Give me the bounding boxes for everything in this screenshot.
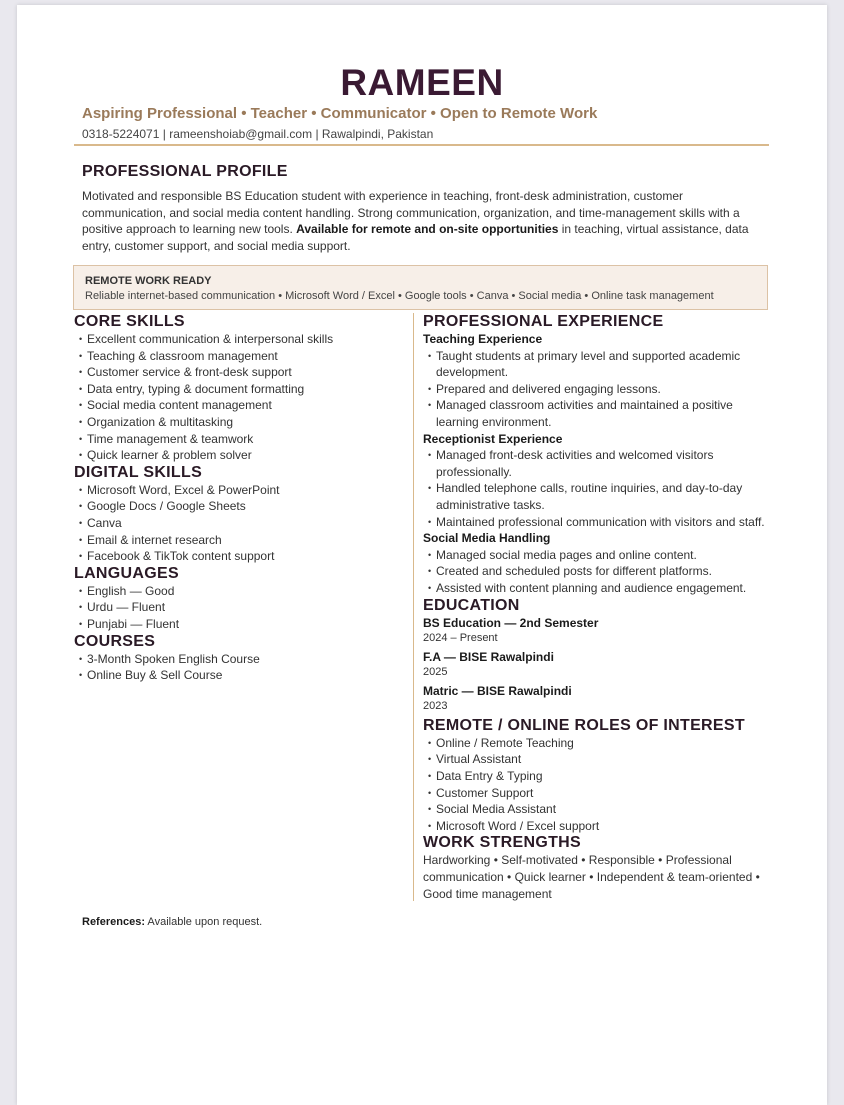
list-item: • Prepared and delivered engaging lessons. [423,381,773,398]
list-item: • Punjabi — Fluent [74,616,404,633]
remote-work-text: Reliable internet-based communication • Microsoft Word / Excel • Google tools • Canva • Social media • Online task management [85,290,714,302]
social-media-experience-list [423,547,773,597]
strengths-text: Hardworking • Self-motivated • Responsible • Professional communication • Quick learner • Independent & team-oriented • Good time management [423,853,760,901]
list-item: • Customer service & front-desk support [74,364,404,381]
list-item: • Created and scheduled posts for different platforms. [423,563,773,580]
list-item: • Canva [74,515,404,532]
profile-text-outro: in teaching, virtual assistance, data entry, customer support, and social media support. [82,222,749,253]
list-item: • Virtual Assistant [423,751,773,768]
list-item: • Google Docs / Google Sheets [74,498,404,515]
profile-text-highlight: Available for remote and on-site opportunities [296,222,559,236]
strengths-heading: WORK STRENGTHS [423,834,581,852]
tagline: Aspiring Professional • Teacher • Communicator • Open to Remote Work [82,105,598,122]
references-label: References: [82,916,145,928]
teaching-experience-list [423,348,773,431]
list-item: • Urdu — Fluent [74,599,404,616]
teaching-experience-title: Teaching Experience [423,332,543,346]
receptionist-experience-list [423,447,773,530]
column-divider [413,313,414,901]
remote-work-title: REMOTE WORK READY [85,275,212,287]
list-item: • Taught students at primary level and supported academic development. [423,348,773,381]
list-item: • Maintained professional communication with visitors and staff. [423,514,773,531]
education-entry-title: Matric — BISE Rawalpindi [423,683,572,698]
list-item: • Organization & multitasking [74,414,404,431]
list-item: • Microsoft Word / Excel support [423,818,773,835]
list-item: • English — Good [74,583,404,600]
list-item: • Time management & teamwork [74,431,404,448]
education-entry-year: 2025 [423,666,448,679]
list-item: • Assisted with content planning and audience engagement. [423,580,773,597]
education-entry-title: BS Education — 2nd Semester [423,615,599,630]
contact-line: 0318-5224071 | rameenshoiab@gmail.com | Rawalpindi, Pakistan [82,127,434,141]
list-item: • Data Entry & Typing [423,768,773,785]
list-item: • Managed front-desk activities and welcomed visitors professionally. [423,447,773,480]
education-entry-year: 2023 [423,700,448,713]
list-item: • Customer Support [423,785,773,802]
education-heading: EDUCATION [423,596,520,614]
list-item: • Excellent communication & interpersonal skills [74,331,404,348]
list-item: • Managed social media pages and online content. [423,547,773,564]
experience-heading: PROFESSIONAL EXPERIENCE [423,313,664,330]
list-item: • Quick learner & problem solver [74,447,404,464]
profile-text [82,188,766,254]
references-text: Available upon request. [144,916,263,928]
education-entry-year: 2024 – Present [423,632,498,645]
list-item: • Data entry, typing & document formatting [74,381,404,398]
social-media-experience-title: Social Media Handling [423,531,551,546]
list-item: • Email & internet research [74,532,404,549]
list-item: • Managed classroom activities and maintained a positive learning environment. [423,397,773,430]
list-item: • Facebook & TikTok content support [74,548,404,565]
digital-skills-list [74,482,404,565]
roles-list [423,735,773,835]
education-entry-title: F.A — BISE Rawalpindi [423,649,554,664]
languages-list [74,583,404,633]
list-item: • Microsoft Word, Excel & PowerPoint [74,482,404,499]
courses-heading: COURSES [74,632,156,650]
profile-text-intro: Motivated and responsible BS Education student with experience in teaching, front-desk administration, customer communication, and social media content handling. Strong communication, organization, and time-management skills with a positive approach to learning new tools. [82,189,740,236]
list-item: • Online Buy & Sell Course [74,667,404,684]
digital-skills-heading: DIGITAL SKILLS [74,463,203,481]
list-item: • Social Media Assistant [423,801,773,818]
list-item: • Handled telephone calls, routine inquiries, and day-to-day administrative tasks. [423,480,773,513]
receptionist-experience-title: Receptionist Experience [423,431,563,446]
list-item: • Teaching & classroom management [74,348,404,365]
candidate-name: RAMEEN [340,62,504,103]
list-item: • Social media content management [74,397,404,414]
remote-work-box [73,265,768,310]
list-item: • Online / Remote Teaching [423,735,773,752]
core-skills-list [74,331,404,464]
right-column [423,313,773,902]
courses-list [74,651,404,684]
references-line [82,916,262,928]
core-skills-heading: CORE SKILLS [74,313,185,330]
roles-heading: REMOTE / ONLINE ROLES OF INTEREST [423,716,745,734]
list-item: • 3-Month Spoken English Course [74,651,404,668]
profile-heading: PROFESSIONAL PROFILE [82,163,288,180]
languages-heading: LANGUAGES [74,564,179,582]
left-column [74,313,404,684]
header-divider [74,144,769,146]
